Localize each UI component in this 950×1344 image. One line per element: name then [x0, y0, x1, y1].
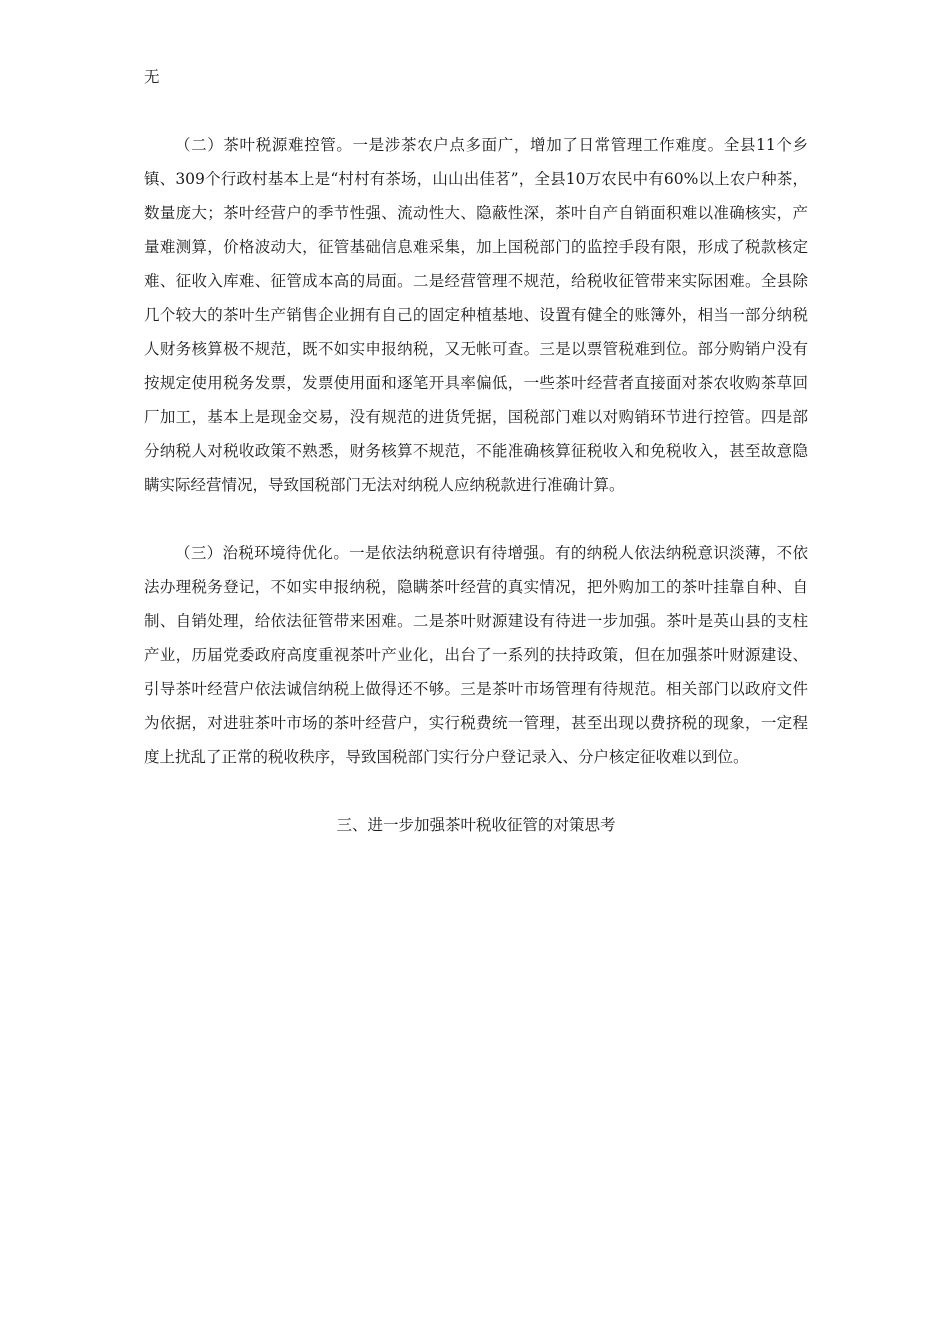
document-body: [144, 60, 808, 842]
paragraph-spacer: [144, 774, 808, 808]
section-heading: 三、进一步加强茶叶税收征管的对策思考: [336, 816, 616, 834]
continuation-text: 无: [144, 68, 160, 86]
paragraph-spacer: [144, 94, 808, 128]
paragraph-tax-environment: （三）治税环境待优化。一是依法纳税意识有待增强。有的纳税人依法纳税意识淡薄，不依法办理税务登记，不如实申报纳税，隐瞒茶叶经营的真实情况，把外购加工的茶叶挂靠自种、自制、自销处理，给依法征管带来困难。二是茶叶财源建设有待进一步加强。茶叶是英山县的支柱产业，历届党委政府高度重视茶叶产业化，出台了一系列的扶持政策，但在加强茶叶财源建设、引导茶叶经营户依法诚信纳税上做得还不够。三是茶叶市场管理有待规范。相关部门以政府文件为依据，对进驻茶叶市场的茶叶经营户，实行税费统一管理，甚至出现以费挤税的现象，一定程度上扰乱了正常的税收秩序，导致国税部门实行分户登记录入、分户核定征收难以到位。: [144, 544, 808, 766]
paragraph-tax-source-control: （二）茶叶税源难控管。一是涉茶农户点多面广，增加了日常管理工作难度。全县11个乡镇、309个行政村基本上是“村村有茶场，山山出佳茗”，全县10万农民中有60%以上农户种茶，数量庞大；茶叶经营户的季节性强、流动性大、隐蔽性深，茶叶自产自销面积难以准确核实，产量难测算，价格波动大，征管基础信息难采集，加上国税部门的监控手段有限，形成了税款核定难、征收入库难、征管成本高的局面。二是经营管理不规范，给税收征管带来实际困难。全县除几个较大的茶叶生产销售企业拥有自己的固定种植基地、设置有健全的账簿外，相当一部分纳税人财务核算极不规范，既不如实申报纳税，又无帐可查。三是以票管税难到位。部分购销户没有按规定使用税务发票，发票使用面和逐笔开具率偏低，一些茶叶经营者直接面对茶农收购茶草回厂加工，基本上是现金交易，没有规范的进货凭据，国税部门难以对购销环节进行控管。四是部分纳税人对税收政策不熟悉，财务核算不规范，不能准确核算征税收入和免税收入，甚至故意隐瞒实际经营情况，导致国税部门无法对纳税人应纳税款进行准确计算。: [144, 136, 808, 494]
paragraph-spacer: [144, 502, 808, 536]
